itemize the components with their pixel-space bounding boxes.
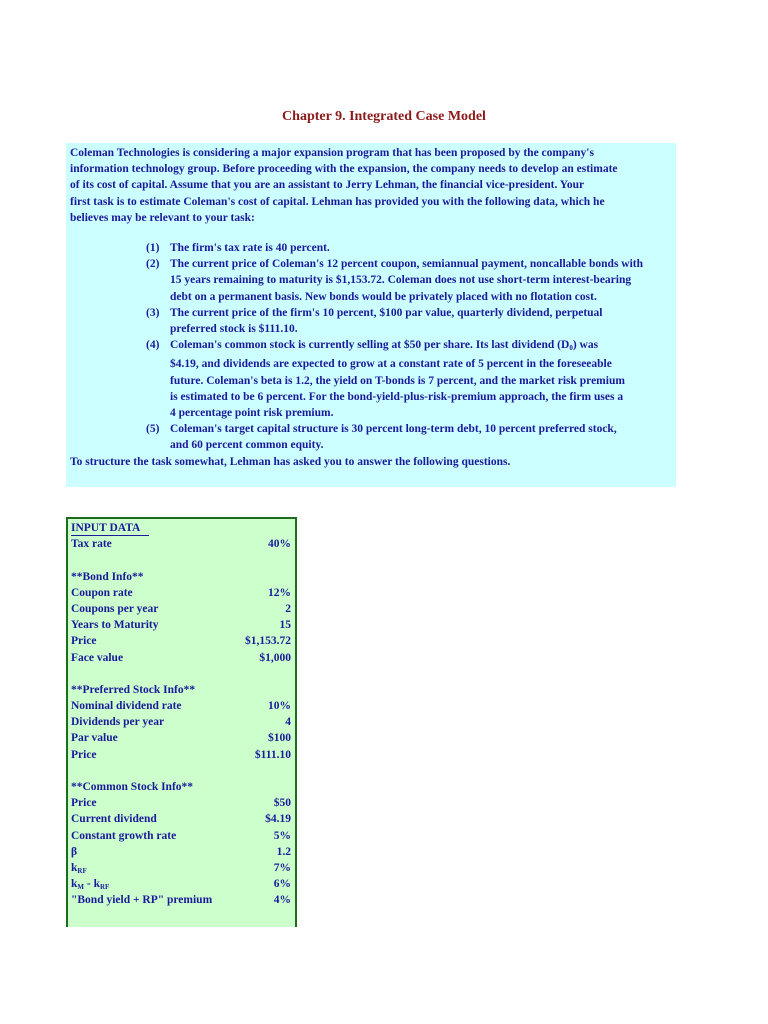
case-intro: Coleman Technologies is considering a major expansion program that has been proposed by the company's information technology group. Before proceeding with the expansion, the company needs to develop an estimate of its cost of capital. Assume that you are an assistant to Jerry Lehman, the financial vice-president. Your first task is to estimate Coleman's cost of capital. Lehman has provided you with the following data, which he believes may be relevant to your task: xyxy=(70,147,618,224)
item-text: The firm's tax rate is 40 percent. xyxy=(170,242,330,255)
table-row xyxy=(71,601,291,617)
cell-value[interactable]: $1,000 xyxy=(259,651,291,664)
list-item xyxy=(146,337,672,421)
cell-value[interactable]: 12% xyxy=(268,586,291,599)
cell-value[interactable]: $50 xyxy=(273,797,291,810)
item-number: (4) xyxy=(146,339,160,352)
cell-value[interactable]: 1.2 xyxy=(276,845,291,858)
cell-label[interactable] xyxy=(71,860,87,876)
item-text: Coleman's target capital structure is 30 percent long-term debt, 10 percent preferred stock, and 60 percent common equity. xyxy=(170,423,617,452)
item-text xyxy=(170,337,625,421)
cell-label[interactable]: Price xyxy=(71,797,97,810)
item-text: The current price of Coleman's 12 percent coupon, semiannual payment, noncallable bonds with 15 years remaining to maturity is $1,153.72. Coleman does not use short-term interest-bearing debt on a permanent basis. New bonds would be privately placed with no flotation cost. xyxy=(170,258,644,303)
cell-label[interactable]: β xyxy=(71,845,78,858)
table-row xyxy=(71,730,291,746)
table-row xyxy=(71,536,291,552)
table-row xyxy=(71,876,291,892)
cell-value[interactable]: $111.10 xyxy=(254,748,291,761)
data-list xyxy=(70,240,672,454)
subscript: M xyxy=(77,883,85,892)
cell-value[interactable]: 40% xyxy=(268,538,291,551)
cell-label[interactable]: "Bond yield + RP" premium xyxy=(71,894,213,907)
subscript: RF xyxy=(77,866,87,875)
cell-value[interactable]: 10% xyxy=(268,700,291,713)
case-description xyxy=(66,143,676,487)
table-row xyxy=(71,811,291,827)
table-row xyxy=(71,520,291,536)
table-row xyxy=(71,585,291,601)
item-number: (1) xyxy=(146,242,160,255)
table-row xyxy=(71,650,291,666)
input-header: INPUT DATA xyxy=(71,520,149,536)
cell-value[interactable]: 6% xyxy=(273,878,291,891)
cell-label[interactable]: Nominal dividend rate xyxy=(71,700,182,713)
cell-label[interactable]: Current dividend xyxy=(71,813,157,826)
table-row xyxy=(71,633,291,649)
cell-label[interactable]: Price xyxy=(71,748,97,761)
label-part: k xyxy=(71,861,78,874)
cell-value[interactable]: $1,153.72 xyxy=(245,635,291,648)
subscript: 0 xyxy=(569,344,573,353)
cell-label[interactable]: Tax rate xyxy=(71,538,112,551)
cell-label[interactable]: Par value xyxy=(71,732,118,745)
table-row xyxy=(71,860,291,876)
cell-label[interactable]: Coupon rate xyxy=(71,586,133,599)
item-number: (3) xyxy=(146,306,160,319)
table-row xyxy=(71,569,291,585)
table-row xyxy=(71,828,291,844)
section-header: **Bond Info** xyxy=(71,570,144,583)
section-header: **Preferred Stock Info** xyxy=(71,683,196,696)
item-number: (5) xyxy=(146,423,160,436)
item-text-part: ) was $4.19, and dividends are expected to grow at a constant rate of 5 percent in the foreseeable future. Coleman's beta is 1.2, the yield on T-bonds is 7 percent, and the market risk premium is estimated to be 6 percent. For the bond-yield-plus-risk-premium approach, the firm uses a 4 percentage point risk premium. xyxy=(170,339,625,420)
cell-value[interactable]: 2 xyxy=(285,602,291,615)
table-row xyxy=(71,844,291,860)
label-part: k xyxy=(71,878,78,891)
cell-value[interactable]: 15 xyxy=(279,619,291,632)
cell-label[interactable]: Price xyxy=(71,635,97,648)
cell-label[interactable]: Years to Maturity xyxy=(71,619,159,632)
cell-value[interactable]: $100 xyxy=(268,732,291,745)
input-data-table xyxy=(66,517,297,927)
list-item xyxy=(146,305,672,337)
closing-text: To structure the task somewhat, Lehman has asked you to answer the following questions. xyxy=(70,455,511,468)
table-row xyxy=(71,892,291,908)
label-part: - k xyxy=(84,878,100,891)
list-item xyxy=(146,421,672,453)
cell-label[interactable]: Coupons per year xyxy=(71,602,159,615)
cell-label[interactable]: Dividends per year xyxy=(71,716,165,729)
cell-value[interactable]: 4% xyxy=(273,894,291,907)
cell-label[interactable]: Constant growth rate xyxy=(71,829,177,842)
list-item xyxy=(146,240,672,256)
cell-value[interactable]: $4.19 xyxy=(265,813,291,826)
cell-value[interactable]: 7% xyxy=(273,861,291,874)
table-row xyxy=(71,747,291,763)
cell-label[interactable] xyxy=(71,876,109,892)
subscript: RF xyxy=(100,883,110,892)
table-row xyxy=(71,779,291,795)
table-row xyxy=(71,714,291,730)
cell-label[interactable]: Face value xyxy=(71,651,124,664)
list-item xyxy=(146,256,672,305)
table-row xyxy=(71,698,291,714)
table-row xyxy=(71,682,291,698)
cell-value[interactable]: 4 xyxy=(285,716,291,729)
table-row xyxy=(71,795,291,811)
item-number: (2) xyxy=(146,258,160,271)
item-text-part: Coleman's common stock is currently selling at $50 per share. Its last dividend (D xyxy=(170,339,570,352)
cell-value[interactable]: 5% xyxy=(273,829,291,842)
item-text: The current price of the firm's 10 percent, $100 par value, quarterly dividend, perpetual preferred stock is $111.10. xyxy=(170,306,603,336)
section-header: **Common Stock Info** xyxy=(71,781,194,793)
page-title: Chapter 9. Integrated Case Model xyxy=(282,109,486,124)
table-row xyxy=(71,617,291,633)
